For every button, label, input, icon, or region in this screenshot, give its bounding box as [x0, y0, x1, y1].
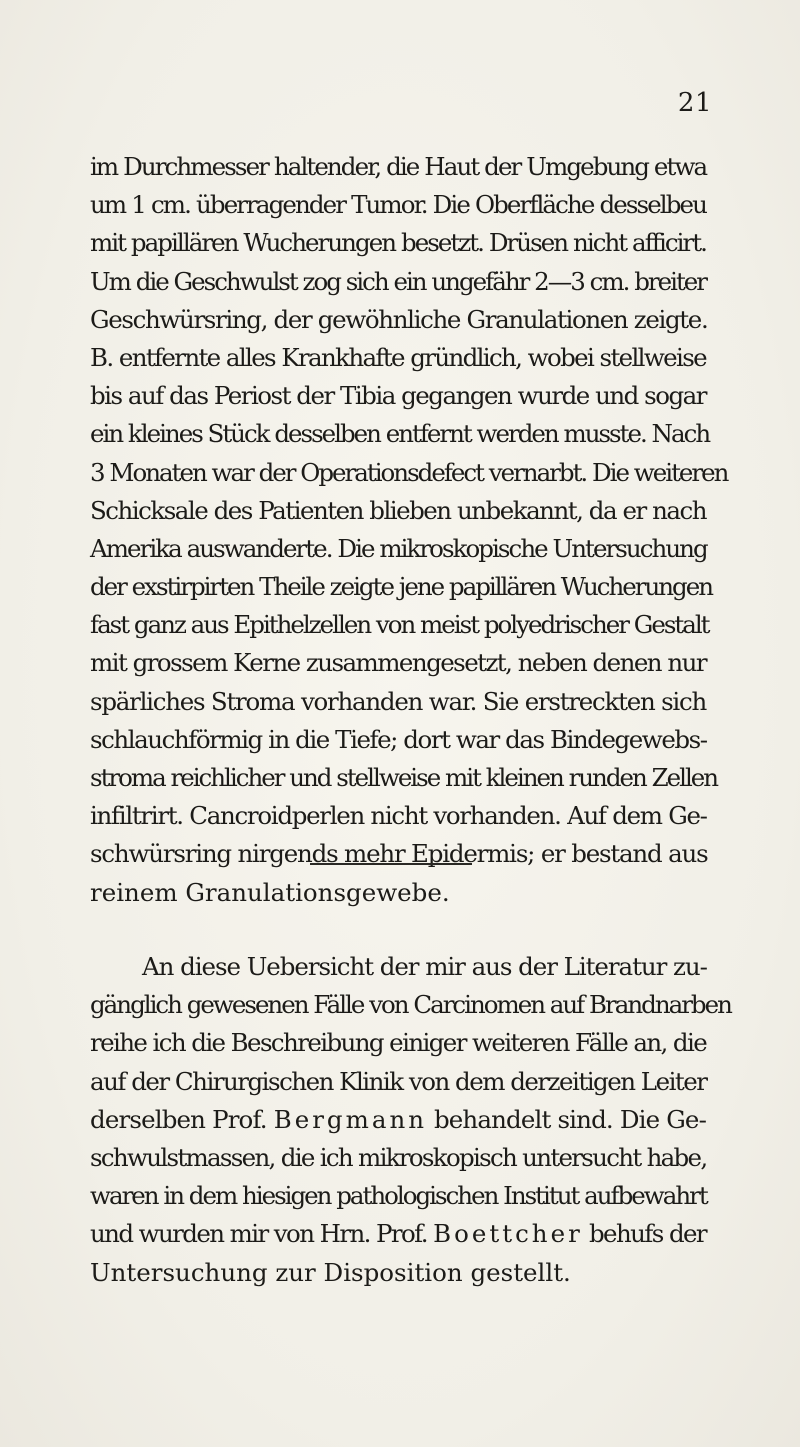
text-line: Untersuchung zur Disposition gestellt. — [90, 1257, 571, 1287]
paragraph-case-description — [90, 148, 728, 912]
text-line — [90, 1215, 706, 1253]
person-name-boettcher: Boettcher — [433, 1219, 583, 1249]
text-line: waren in dem hiesigen pathologischen Institut aufbewahrt — [90, 1181, 707, 1211]
text-line — [90, 1101, 706, 1139]
page-number: 21 — [677, 88, 712, 118]
text-line: Amerika auswanderte. Die mikroskopische Untersuchung — [90, 533, 707, 563]
text-segment: und wurden mir von Hrn. Prof. — [90, 1219, 434, 1249]
text-line: auf der Chirurgischen Klinik von dem derzeitigen Leiter — [90, 1066, 707, 1096]
text-line: Geschwürsring, der gewöhnliche Granulationen zeigte. — [90, 304, 708, 334]
text-line: spärliches Stroma vorhanden war. Sie erstreckten sich — [90, 686, 706, 716]
text-line: Schicksale des Patienten blieben unbekannt, da er nach — [90, 495, 706, 525]
text-line: reinem Granulationsgewebe. — [90, 877, 450, 907]
text-line: 3 Monaten war der Operationsdefect vernarbt. Die weiteren — [90, 457, 728, 487]
text-line: B. entfernte alles Krankhafte gründlich, wobei stellweise — [90, 342, 706, 372]
text-line: schwulstmassen, die ich mikroskopisch untersucht habe, — [90, 1142, 707, 1172]
text-line: schwürsring nirgends mehr Epidermis; er bestand aus — [90, 839, 708, 869]
paragraph-literature-overview — [90, 948, 731, 1292]
text-segment: behufs der — [582, 1219, 707, 1249]
text-line: ein kleines Stück desselben entfernt werden musste. Nach — [90, 419, 710, 449]
text-line: um 1 cm. überragender Tumor. Die Oberfläche desselbeu — [90, 190, 706, 220]
text-segment: derselben Prof. — [90, 1104, 274, 1134]
text-line: An diese Uebersicht der mir aus der Literatur zu- — [142, 952, 707, 981]
text-line: bis auf das Periost der Tibia gegangen wurde und sogar — [90, 381, 706, 411]
text-line: schlauchförmig in die Tiefe; dort war das Bindegewebs- — [90, 724, 707, 754]
person-name-bergmann: Bergmann — [273, 1104, 427, 1134]
text-line: mit grossem Kerne zusammengesetzt, neben denen nur — [90, 648, 706, 678]
text-line: stroma reichlicher und stellweise mit kleinen runden Zellen — [90, 763, 718, 792]
section-divider — [310, 863, 472, 865]
text-line: der exstirpirten Theile zeigte jene papillären Wucherungen — [90, 572, 712, 602]
text-line: Um die Geschwulst zog sich ein ungefähr 2—3 cm. breiter — [90, 266, 706, 296]
text-segment: behandelt sind. Die Ge- — [427, 1104, 706, 1134]
text-line: im Durchmesser haltender, die Haut der Umgebung etwa — [90, 152, 707, 181]
text-line: gänglich gewesenen Fälle von Carcinomen auf Brandnarben — [90, 990, 731, 1020]
text-line: reihe ich die Beschreibung einiger weiteren Fälle an, die — [90, 1028, 707, 1058]
text-line: mit papillären Wucherungen besetzt. Drüsen nicht afficirt. — [90, 228, 706, 258]
text-line: infiltrirt. Cancroidperlen nicht vorhanden. Auf dem Ge- — [90, 801, 707, 831]
text-line: fast ganz aus Epithelzellen von meist polyedrischer Gestalt — [90, 610, 709, 640]
